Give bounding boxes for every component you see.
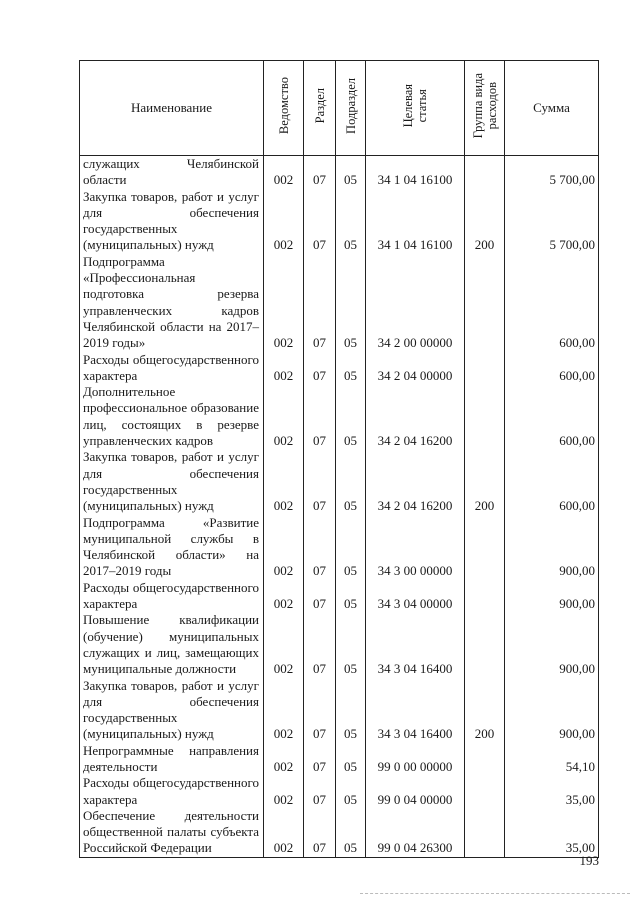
cell-razdel: 07 xyxy=(304,678,336,743)
cell-gruppa xyxy=(465,808,505,857)
header-name: Наименование xyxy=(80,61,264,156)
cell-summa: 54,10 xyxy=(505,743,599,776)
cell-summa: 900,00 xyxy=(505,515,599,580)
cell-podrazdel: 05 xyxy=(336,743,366,776)
table-row xyxy=(80,678,599,743)
cell-podrazdel: 05 xyxy=(336,384,366,449)
cell-name: Непрограммные направления деятельности xyxy=(80,743,264,776)
cell-podrazdel: 05 xyxy=(336,678,366,743)
cell-razdel: 07 xyxy=(304,352,336,385)
cell-ved: 002 xyxy=(264,515,304,580)
header-razdel: Раздел xyxy=(304,61,336,156)
table-row xyxy=(80,580,599,613)
cell-summa: 900,00 xyxy=(505,678,599,743)
cell-razdel: 07 xyxy=(304,580,336,613)
cell-podrazdel: 05 xyxy=(336,254,366,352)
cell-ved: 002 xyxy=(264,743,304,776)
cell-ved: 002 xyxy=(264,580,304,613)
header-ved: Ведомство xyxy=(264,61,304,156)
table-row xyxy=(80,515,599,580)
cell-ved: 002 xyxy=(264,254,304,352)
cell-name: Подпрограмма «Профессиональная подготовка резерва управленческих кадров Челябинской области на 2017–2019 годы» xyxy=(80,254,264,352)
cell-ved: 002 xyxy=(264,352,304,385)
budget-table xyxy=(79,60,599,858)
table-body xyxy=(80,156,599,858)
cell-name: Расходы общегосударственного характера xyxy=(80,775,264,808)
cell-ved: 002 xyxy=(264,612,304,677)
table-row xyxy=(80,352,599,385)
cell-name: Обеспечение деятельности общественной палаты субъекта Российской Федерации xyxy=(80,808,264,857)
header-gruppa: Группа вида расходов xyxy=(465,61,505,156)
cell-razdel: 07 xyxy=(304,775,336,808)
cell-name: Закупка товаров, работ и услуг для обеспечения государственных (муниципальных) нужд xyxy=(80,678,264,743)
cell-ved: 002 xyxy=(264,678,304,743)
cell-razdel: 07 xyxy=(304,189,336,254)
cell-name: Расходы общегосударственного характера xyxy=(80,352,264,385)
cell-name: Дополнительное профессиональное образование лиц, состоящих в резерве управленческих кадров xyxy=(80,384,264,449)
cell-summa: 35,00 xyxy=(505,775,599,808)
cell-name: Повышение квалификации (обучение) муниципальных служащих и лиц, замещающих муниципальные должности xyxy=(80,612,264,677)
cell-summa: 900,00 xyxy=(505,580,599,613)
cell-name: служащих Челябинской области xyxy=(80,156,264,189)
table-row xyxy=(80,612,599,677)
table-row xyxy=(80,156,599,189)
cell-gruppa xyxy=(465,156,505,189)
cell-podrazdel: 05 xyxy=(336,808,366,857)
cell-razdel: 07 xyxy=(304,808,336,857)
cell-celevaya: 34 3 04 00000 xyxy=(366,580,465,613)
cell-razdel: 07 xyxy=(304,384,336,449)
header-celevaya: Целевая статья xyxy=(366,61,465,156)
cell-gruppa xyxy=(465,352,505,385)
cell-celevaya: 34 1 04 16100 xyxy=(366,156,465,189)
cell-ved: 002 xyxy=(264,808,304,857)
cell-celevaya: 34 3 04 16400 xyxy=(366,612,465,677)
scan-artifact-line xyxy=(360,893,630,896)
cell-gruppa: 200 xyxy=(465,449,505,514)
cell-razdel: 07 xyxy=(304,449,336,514)
table-row xyxy=(80,743,599,776)
cell-celevaya: 34 2 04 16200 xyxy=(366,449,465,514)
table-row xyxy=(80,775,599,808)
cell-podrazdel: 05 xyxy=(336,515,366,580)
table-row xyxy=(80,254,599,352)
cell-celevaya: 99 0 04 00000 xyxy=(366,775,465,808)
table-header xyxy=(80,61,599,156)
cell-summa: 35,00 xyxy=(505,808,599,857)
cell-summa: 900,00 xyxy=(505,612,599,677)
cell-name: Закупка товаров, работ и услуг для обеспечения государственных (муниципальных) нужд xyxy=(80,189,264,254)
cell-gruppa xyxy=(465,254,505,352)
cell-summa: 600,00 xyxy=(505,449,599,514)
table-row xyxy=(80,808,599,857)
cell-name: Подпрограмма «Развитие муниципальной службы в Челябинской области» на 2017–2019 годы xyxy=(80,515,264,580)
cell-podrazdel: 05 xyxy=(336,156,366,189)
cell-gruppa xyxy=(465,743,505,776)
cell-razdel: 07 xyxy=(304,612,336,677)
cell-gruppa xyxy=(465,612,505,677)
cell-gruppa: 200 xyxy=(465,678,505,743)
header-podrazdel: Подраздел xyxy=(336,61,366,156)
cell-ved: 002 xyxy=(264,449,304,514)
cell-summa: 600,00 xyxy=(505,254,599,352)
cell-celevaya: 34 2 04 00000 xyxy=(366,352,465,385)
budget-table-container xyxy=(79,60,598,858)
table-row xyxy=(80,189,599,254)
table-row xyxy=(80,384,599,449)
cell-razdel: 07 xyxy=(304,254,336,352)
cell-gruppa xyxy=(465,515,505,580)
cell-gruppa xyxy=(465,775,505,808)
cell-summa: 5 700,00 xyxy=(505,156,599,189)
cell-celevaya: 34 1 04 16100 xyxy=(366,189,465,254)
cell-summa: 600,00 xyxy=(505,352,599,385)
cell-celevaya: 34 3 04 16400 xyxy=(366,678,465,743)
cell-razdel: 07 xyxy=(304,515,336,580)
cell-summa: 600,00 xyxy=(505,384,599,449)
table-row xyxy=(80,449,599,514)
cell-celevaya: 99 0 04 26300 xyxy=(366,808,465,857)
cell-ved: 002 xyxy=(264,775,304,808)
cell-name: Расходы общегосударственного характера xyxy=(80,580,264,613)
cell-ved: 002 xyxy=(264,156,304,189)
cell-podrazdel: 05 xyxy=(336,189,366,254)
cell-razdel: 07 xyxy=(304,743,336,776)
cell-podrazdel: 05 xyxy=(336,352,366,385)
cell-podrazdel: 05 xyxy=(336,612,366,677)
cell-gruppa xyxy=(465,580,505,613)
cell-gruppa xyxy=(465,384,505,449)
cell-podrazdel: 05 xyxy=(336,580,366,613)
cell-celevaya: 34 2 04 16200 xyxy=(366,384,465,449)
header-summa: Сумма xyxy=(505,61,599,156)
cell-ved: 002 xyxy=(264,384,304,449)
cell-podrazdel: 05 xyxy=(336,449,366,514)
cell-name: Закупка товаров, работ и услуг для обеспечения государственных (муниципальных) нужд xyxy=(80,449,264,514)
page-number: 193 xyxy=(579,853,599,868)
cell-podrazdel: 05 xyxy=(336,775,366,808)
cell-ved: 002 xyxy=(264,189,304,254)
cell-summa: 5 700,00 xyxy=(505,189,599,254)
cell-gruppa: 200 xyxy=(465,189,505,254)
cell-celevaya: 34 2 00 00000 xyxy=(366,254,465,352)
cell-celevaya: 99 0 00 00000 xyxy=(366,743,465,776)
cell-razdel: 07 xyxy=(304,156,336,189)
cell-celevaya: 34 3 00 00000 xyxy=(366,515,465,580)
